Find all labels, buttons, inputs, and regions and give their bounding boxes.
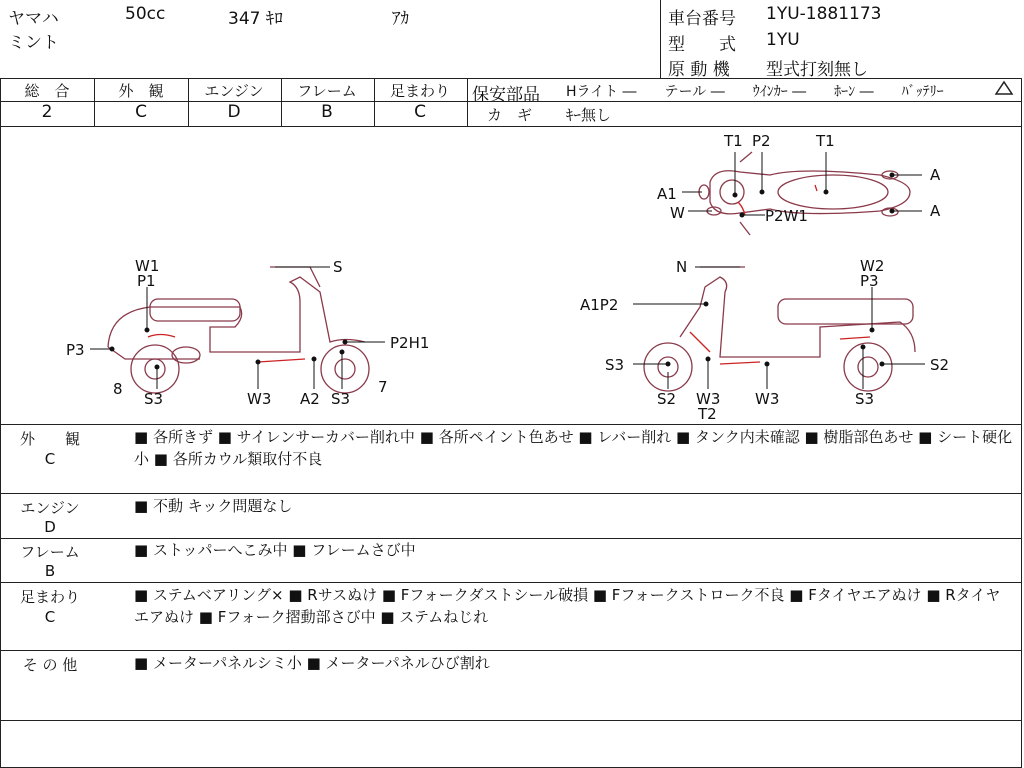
engine-label: 原 動 機	[668, 60, 730, 80]
frame-no: 1YU-1881173	[766, 4, 882, 24]
diag-label: W3	[247, 390, 272, 408]
diag-label: W2	[860, 257, 885, 275]
triangle-icon	[994, 80, 1014, 100]
diag-label: S2	[930, 356, 950, 374]
section-notes: ■ ストッパーへこみ中 ■ フレームさび中	[134, 541, 416, 559]
maker: ヤマハ	[8, 9, 59, 29]
diag-label: S	[333, 258, 343, 276]
grade-value-engine: D	[227, 102, 241, 122]
section-title: エンジン	[20, 499, 80, 517]
diag-label: S3	[855, 390, 875, 408]
diag-label: 8	[113, 380, 123, 398]
diag-label: P1	[137, 272, 156, 290]
displacement: 50cc	[125, 4, 166, 24]
grade-label-exterior: 外 観	[118, 82, 164, 100]
diag-label: W3	[755, 390, 780, 408]
model-name: ミント	[8, 33, 59, 53]
diag-label: S2	[657, 390, 677, 408]
section-title: そ の 他	[22, 656, 78, 674]
frame-no-label: 車台番号	[668, 9, 736, 29]
section-notes: ■ メーターパネルシミ小 ■ メーターパネルひび割れ	[134, 654, 490, 672]
diag-label: T1	[724, 132, 743, 150]
grade-label-total: 総 合	[24, 82, 70, 100]
section-grade: C	[44, 450, 56, 468]
diag-label: T1	[816, 132, 835, 150]
key-label: カ ギ	[487, 106, 533, 124]
diag-label: A1	[657, 185, 677, 203]
grade-value-exterior: C	[135, 102, 147, 122]
section-grade: D	[44, 518, 56, 536]
diag-label: N	[676, 258, 688, 276]
section-notes: ■ 不動 キック問題なし	[134, 497, 293, 515]
color: ｱｶ	[392, 9, 409, 29]
diag-label: W	[670, 204, 685, 222]
engine-value: 型式打刻無し	[766, 60, 868, 80]
diag-label: P3	[860, 272, 879, 290]
diag-label: S3	[331, 390, 351, 408]
mileage: 347 ｷﾛ	[228, 9, 283, 29]
grade-label-frame: フレーム	[297, 82, 357, 100]
diag-label: A	[930, 166, 941, 184]
diag-label: P2	[752, 132, 771, 150]
section-grade: B	[44, 562, 56, 580]
diag-label: T2	[698, 405, 717, 423]
diag-label: S3	[144, 390, 164, 408]
safety-label: 保安部品	[472, 85, 540, 105]
grade-label-suspension: 足まわり	[389, 82, 450, 100]
diag-label: 7	[378, 378, 388, 396]
diag-label: W3	[696, 390, 721, 408]
diag-label: W1	[135, 257, 160, 275]
grade-label-engine: エンジン	[204, 82, 264, 100]
diag-label: S3	[605, 356, 625, 374]
section-title: 足まわり	[19, 588, 80, 606]
grade-value-suspension: C	[414, 102, 426, 122]
grade-value-total: 2	[41, 102, 53, 122]
type-value: 1YU	[766, 30, 800, 50]
diag-label: A2	[300, 390, 320, 408]
grade-value-frame: B	[321, 102, 333, 122]
section-title: 外 観	[19, 430, 80, 448]
section-notes: ■ ステムベアリング× ■ Rサスぬけ ■ Fフォークダストシール破損 ■ Fフォークストローク不良 ■ Fタイヤエアぬけ ■ Rタイヤエアぬけ ■ Fフォーク摺動部さび中 ■ ステムねじれ	[134, 586, 1001, 626]
type-label: 型 式	[668, 35, 736, 55]
diag-label: P2W1	[765, 207, 808, 225]
key-value: ｷｰ無し	[566, 106, 612, 124]
diag-label: P3	[66, 341, 85, 359]
section-title: フレーム	[20, 543, 80, 561]
diag-label: A	[930, 202, 941, 220]
diag-label: P2H1	[390, 334, 430, 352]
section-grade: C	[44, 608, 56, 626]
section-notes: ■ 各所きず ■ サイレンサーカバー削れ中 ■ 各所ペイント色あせ ■ レバー削れ ■ タンク内未確認 ■ 樹脂部色あせ ■ シート硬化小 ■ 各所カウル類取付不良	[134, 428, 1013, 468]
diag-label: A1P2	[580, 296, 619, 314]
safety-items: Hライト ― テール ― ｳｲﾝｶｰ ― ﾎｰﾝ ― ﾊﾞｯﾃﾘｰ	[566, 84, 944, 100]
